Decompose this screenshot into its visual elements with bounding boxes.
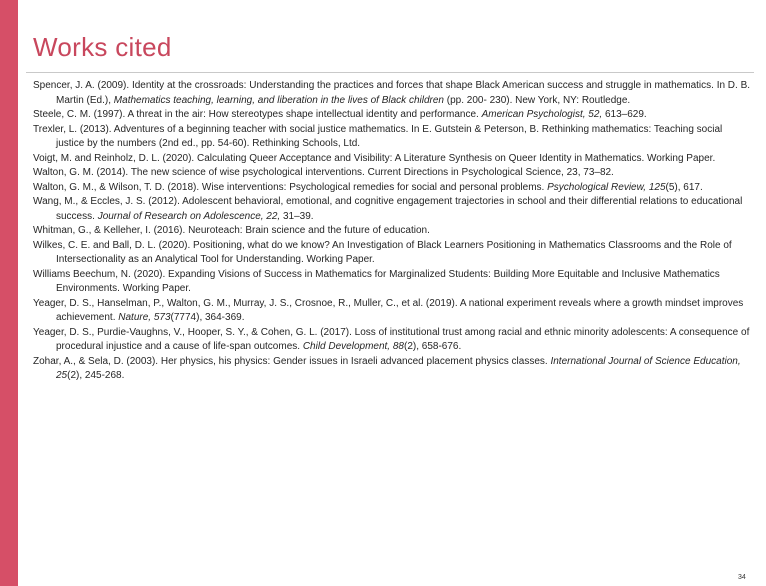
reference-item: Zohar, A., & Sela, D. (2003). Her physics, his physics: Gender issues in Israeli advanced placement physics classes. International Journal of Science Education, 25(2), 245-268. (33, 355, 741, 381)
reference-item: Walton, G. M., & Wilson, T. D. (2018). Wise interventions: Psychological remedies for social and personal problems. Psychological Review, 125(5), 617. (33, 181, 703, 193)
page-title: Works cited (33, 32, 172, 62)
reference-item: Voigt, M. and Reinholz, D. L. (2020). Calculating Queer Acceptance and Visibility: A Literature Synthesis on Queer Identity in Mathematics. Working Paper. (33, 152, 716, 164)
accent-bar (0, 0, 18, 586)
reference-item: Wilkes, C. E. and Ball, D. L. (2020). Positioning, what do we know? An Investigation of Black Learners Positioning in Mathematics Classrooms and the Role of Intersectionality as an Analytical Tool for Understanding. Working Paper. (33, 239, 732, 265)
page-number: 34 (738, 574, 746, 581)
reference-item: Trexler, L. (2013). Adventures of a beginning teacher with social justice mathematics. In E. Gutstein & Peterson, B. Rethinking mathematics: Teaching social justice by the numbers (2nd ed., pp. 54-60). Rethinking Schools, Ltd. (33, 123, 723, 149)
reference-item: Wang, M., & Eccles, J. S. (2012). Adolescent behavioral, emotional, and cognitive engagement trajectories in school and their differential relations to educational success. Journal of Research on Adolescence, 22, 31–39. (33, 196, 743, 222)
reference-item: Walton, G. M. (2014). The new science of wise psychological interventions. Current Directions in Psychological Science, 23, 73–82. (33, 167, 614, 178)
reference-item: Spencer, J. A. (2009). Identity at the crossroads: Understanding the practices and forces that shape Black American success and struggle in mathematics. In D. B. Martin (Ed.), Mathematics teaching, learning, and liberation in the lives of Black children (pp. 200- 230). New York, NY: Routledge. (33, 80, 751, 106)
reference-list (33, 79, 751, 384)
reference-item: Yeager, D. S., Hanselman, P., Walton, G. M., Murray, J. S., Crosnoe, R., Muller, C., et al. (2019). A national experiment reveals where a growth mindset improves achievement. Nature, 573(7774), 364-369. (33, 297, 744, 323)
reference-item: Yeager, D. S., Purdie-Vaughns, V., Hooper, S. Y., & Cohen, G. L. (2017). Loss of institutional trust among racial and ethnic minority adolescents: A consequence of procedural injustice and a cause of life-span outcomes. Child Development, 88(2), 658-676. (33, 326, 750, 352)
title-divider (26, 72, 754, 73)
reference-item: Williams Beechum, N. (2020). Expanding Visions of Success in Mathematics for Marginalized Students: Building More Equitable and Inclusive Mathematics Environments. Working Paper. (33, 268, 720, 294)
reference-item: Steele, C. M. (1997). A threat in the air: How stereotypes shape intellectual identity and performance. American Psychologist, 52, 613–629. (33, 109, 647, 120)
reference-item: Whitman, G., & Kelleher, I. (2016). Neuroteach: Brain science and the future of education. (33, 225, 430, 236)
